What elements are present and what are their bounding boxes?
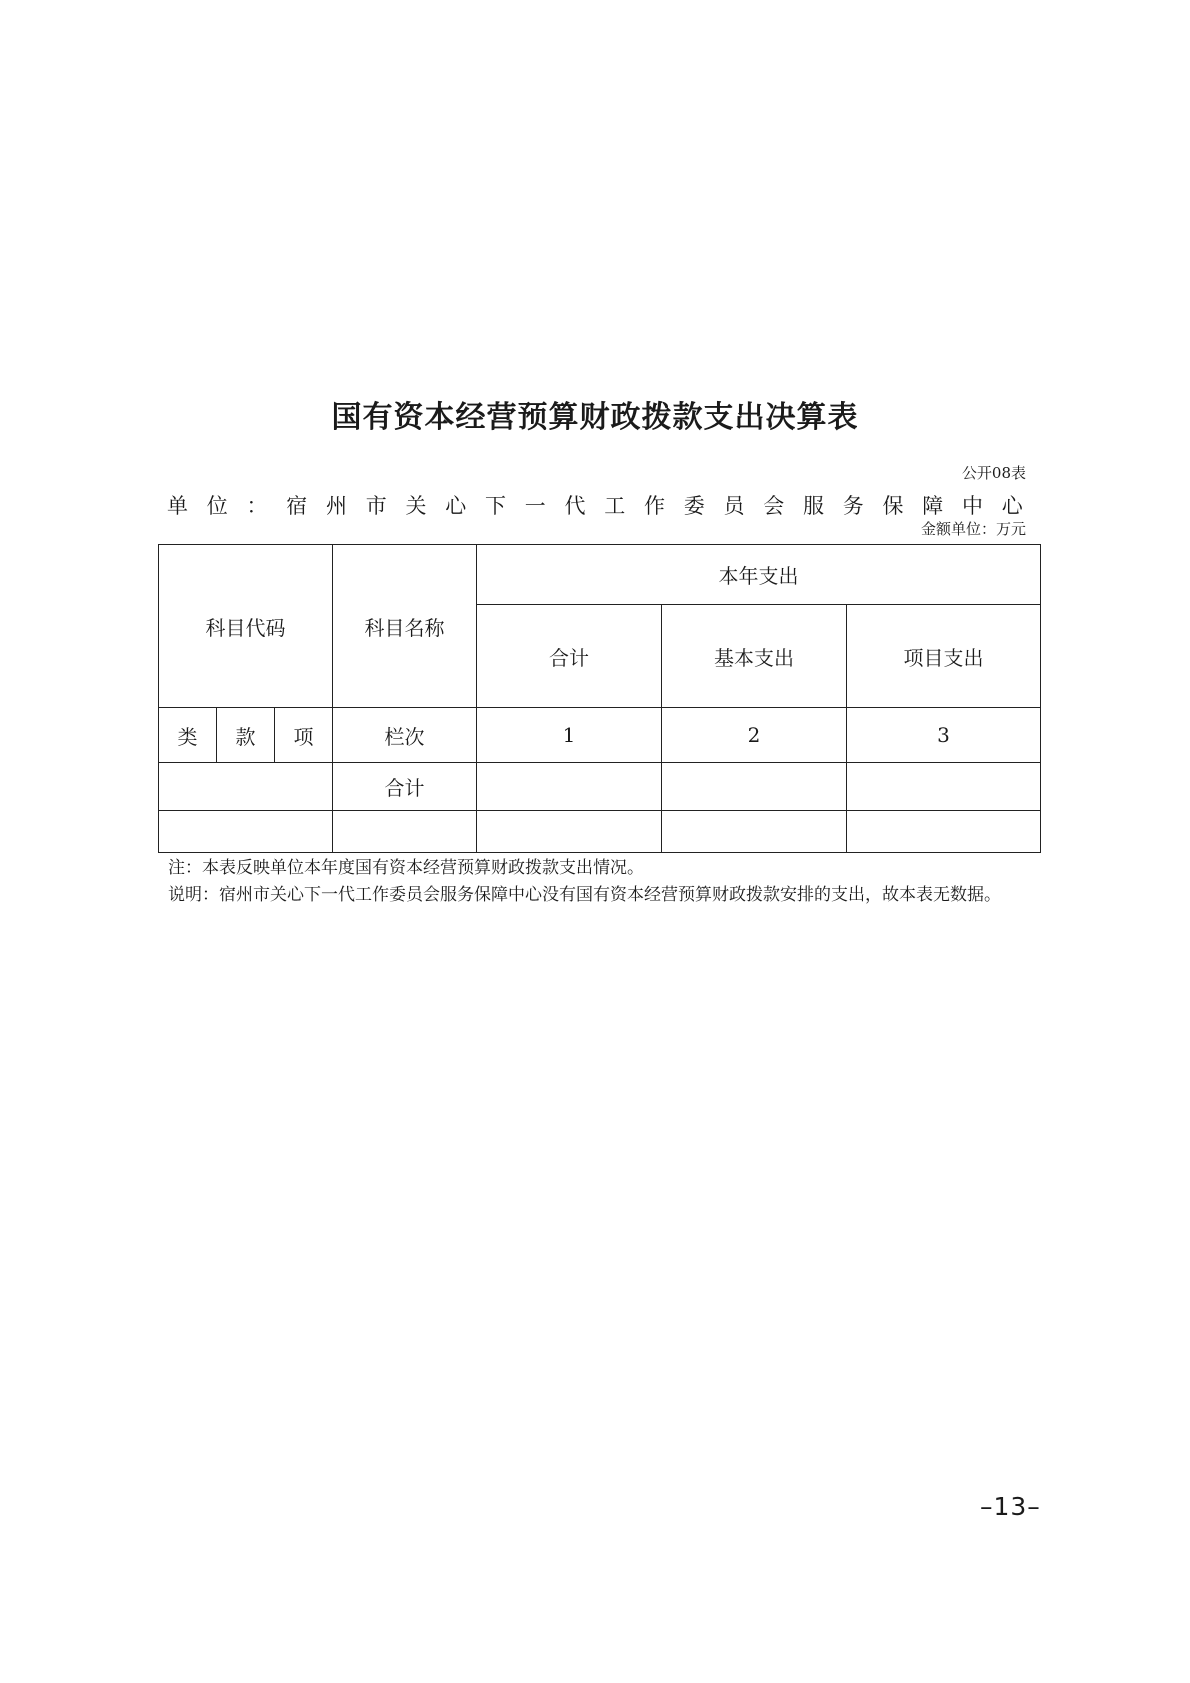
empty-row-cell [847, 811, 1041, 853]
unit-char: 下 [485, 494, 506, 518]
unit-char: 委 [683, 494, 705, 518]
column-number-2: 2 [662, 708, 847, 763]
expense-table [158, 544, 1041, 853]
subject-code-header: 科目代码 [159, 545, 333, 708]
page-number: –13– [980, 1492, 1041, 1521]
section-header: 款 [217, 708, 275, 763]
unit-char: 心 [1001, 494, 1023, 518]
unit-char: 作 [644, 494, 665, 518]
unit-char: 心 [445, 494, 467, 518]
total-row-total-cell [477, 763, 662, 811]
item-header: 项 [275, 708, 333, 763]
project-expense-header: 项目支出 [847, 605, 1041, 708]
unit-char: 宿 [286, 494, 308, 518]
unit-line [167, 490, 1023, 520]
unit-char: 务 [842, 494, 864, 518]
unit-char: 服 [803, 494, 824, 518]
empty-row-cell [662, 811, 847, 853]
column-number-1: 1 [477, 708, 662, 763]
document-title: 国有资本经营预算财政拨款支出决算表 [331, 400, 859, 435]
current-year-expense-header: 本年支出 [477, 545, 1041, 605]
table-note: 注：本表反映单位本年度国有资本经营预算财政拨款支出情况。 [168, 858, 644, 878]
unit-char: 关 [405, 494, 427, 518]
category-header: 类 [159, 708, 217, 763]
unit-char: 州 [326, 494, 347, 518]
total-row-label: 合计 [333, 763, 477, 811]
total-row-basic-cell [662, 763, 847, 811]
unit-char: 会 [763, 494, 785, 518]
column-number-3: 3 [847, 708, 1041, 763]
form-number: 公开08表 [961, 464, 1026, 482]
empty-row-cell [159, 811, 333, 853]
unit-char: 中 [962, 494, 983, 518]
unit-char: 障 [922, 494, 944, 518]
empty-row-cell [477, 811, 662, 853]
table-explanation: 说明：宿州市关心下一代工作委员会服务保障中心没有国有资本经营预算财政拨款安排的支出，故本表无数据。 [168, 885, 1001, 905]
amount-unit: 金额单位：万元 [920, 520, 1026, 538]
subject-name-header: 科目名称 [333, 545, 477, 708]
basic-expense-header: 基本支出 [662, 605, 847, 708]
empty-row-cell [333, 811, 477, 853]
unit-char: 一 [524, 494, 546, 518]
unit-char: 市 [365, 494, 387, 518]
unit-char: 保 [882, 494, 904, 518]
unit-char: 员 [723, 494, 745, 518]
unit-char: 工 [604, 494, 626, 518]
total-header: 合计 [477, 605, 662, 708]
unit-char: ： [246, 494, 268, 518]
unit-char: 单 [167, 494, 188, 518]
total-row-project-cell [847, 763, 1041, 811]
unit-char: 位 [206, 494, 228, 518]
column-order-header: 栏次 [333, 708, 477, 763]
total-row-code-cell [159, 763, 333, 811]
unit-char: 代 [564, 494, 586, 518]
